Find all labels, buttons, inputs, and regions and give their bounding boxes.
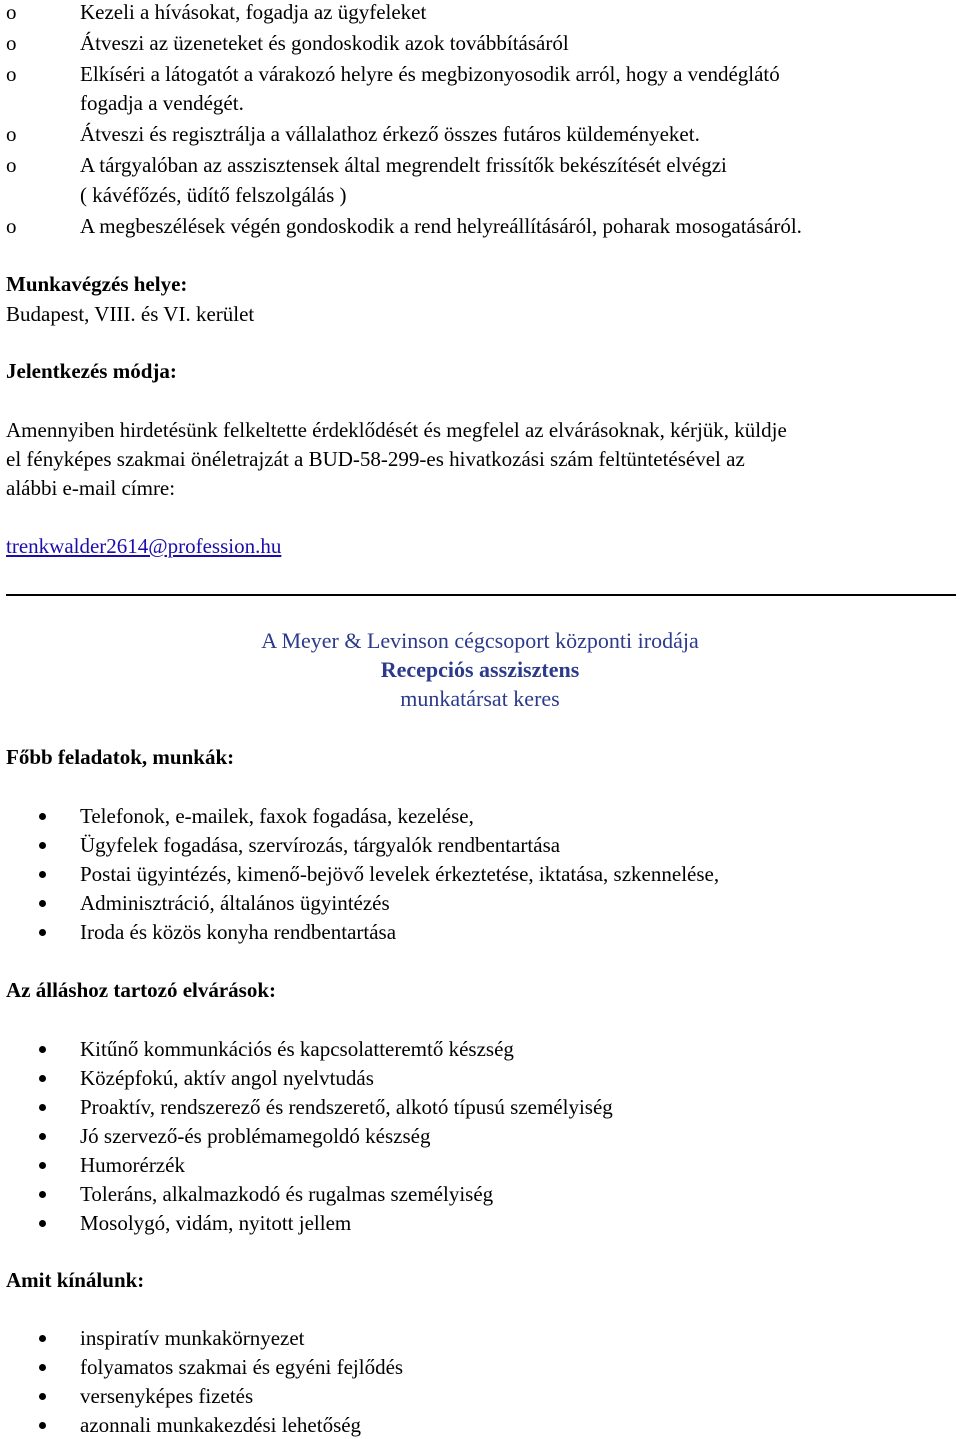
apply-text-line: Amennyiben hirdetésünk felkeltette érdeklődését és megfelel az elvárásoknak, kérjük, küldje [6,418,787,442]
list-marker: o [6,62,17,86]
list-item-continuation: fogadja a vendégét. [80,91,244,115]
bullet-icon [39,1393,46,1400]
requirement-item: Humorérzék [80,1153,185,1177]
apply-text-line: el fényképes szakmai önéletrajzát a BUD-58-299-es hivatkozási szám feltüntetésével az [6,447,745,471]
task-item: Adminisztráció, általános ügyintézés [80,891,390,915]
bullet-icon [39,1104,46,1111]
bullet-icon [39,1133,46,1140]
location-heading: Munkavégzés helye: [6,272,188,296]
list-marker: o [6,31,17,55]
bullet-icon [39,1162,46,1169]
bullet-icon [39,929,46,936]
email-link[interactable]: trenkwalder2614@profession.hu [6,534,282,558]
job-subtitle: munkatársat keres [400,686,560,711]
requirement-item: Toleráns, alkalmazkodó és rugalmas személyiség [80,1182,494,1206]
bullet-icon [39,1422,46,1429]
list-item: A megbeszélések végén gondoskodik a rend helyreállításáról, poharak mosogatásáról. [80,214,802,238]
bullet-icon [39,1191,46,1198]
list-item: Átveszi és regisztrálja a vállalathoz érkező összes futáros küldeményeket. [80,122,700,146]
job-title: Recepciós asszisztens [380,657,580,682]
offer-item: inspiratív munkakörnyezet [80,1326,305,1350]
list-item: Átveszi az üzeneteket és gondoskodik azok továbbításáról [80,31,569,55]
list-item: Kezeli a hívásokat, fogadja az ügyfeleket [80,0,427,24]
task-item: Ügyfelek fogadása, szervírozás, tárgyalók rendbentartása [80,833,561,857]
list-item: A tárgyalóban az asszisztensek által megrendelt frissítők bekészítését elvégzi [80,153,727,177]
bullet-icon [39,1220,46,1227]
tasks-heading: Főbb feladatok, munkák: [6,745,235,769]
requirements-heading: Az álláshoz tartozó elvárások: [6,978,277,1002]
list-marker: o [6,214,17,238]
divider [6,594,956,596]
requirement-item: Mosolygó, vidám, nyitott jellem [80,1211,352,1235]
bullet-icon [39,1046,46,1053]
bullet-icon [39,1364,46,1371]
bullet-icon [39,813,46,820]
offer-heading: Amit kínálunk: [6,1268,145,1292]
offer-item: folyamatos szakmai és egyéni fejlődés [80,1355,404,1379]
offer-item: azonnali munkakezdési lehetőség [80,1413,362,1437]
bullet-icon [39,842,46,849]
bullet-icon [39,1075,46,1082]
task-item: Postai ügyintézés, kimenő-bejövő levelek érkeztetése, iktatása, szkennelése, [80,862,720,886]
apply-heading: Jelentkezés módja: [6,359,177,383]
task-item: Telefonok, e-mailek, faxok fogadása, kezelése, [80,804,474,828]
apply-text-line: alábbi e-mail címre: [6,476,176,500]
list-item-continuation: ( kávéfőzés, üdítő felszolgálás ) [80,183,347,207]
list-marker: o [6,122,17,146]
list-marker: o [6,0,17,24]
list-item: Elkíséri a látogatót a várakozó helyre és megbizonyosodik arról, hogy a vendéglátó [80,62,780,86]
requirement-item: Proaktív, rendszerező és rendszerető, alkotó típusú személyiség [80,1095,613,1119]
requirement-item: Középfokú, aktív angol nyelvtudás [80,1066,374,1090]
task-item: Iroda és közös konyha rendbentartása [80,920,397,944]
location-text: Budapest, VIII. és VI. kerület [6,302,255,326]
bullet-icon [39,900,46,907]
requirement-item: Jó szervező-és problémamegoldó készség [80,1124,431,1148]
requirement-item: Kitűnő kommunkációs és kapcsolatteremtő készség [80,1037,514,1061]
bullet-icon [39,871,46,878]
bullet-icon [39,1335,46,1342]
list-marker: o [6,153,17,177]
company-header: A Meyer & Levinson cégcsoport központi irodája [261,628,699,653]
offer-item: versenyképes fizetés [80,1384,254,1408]
